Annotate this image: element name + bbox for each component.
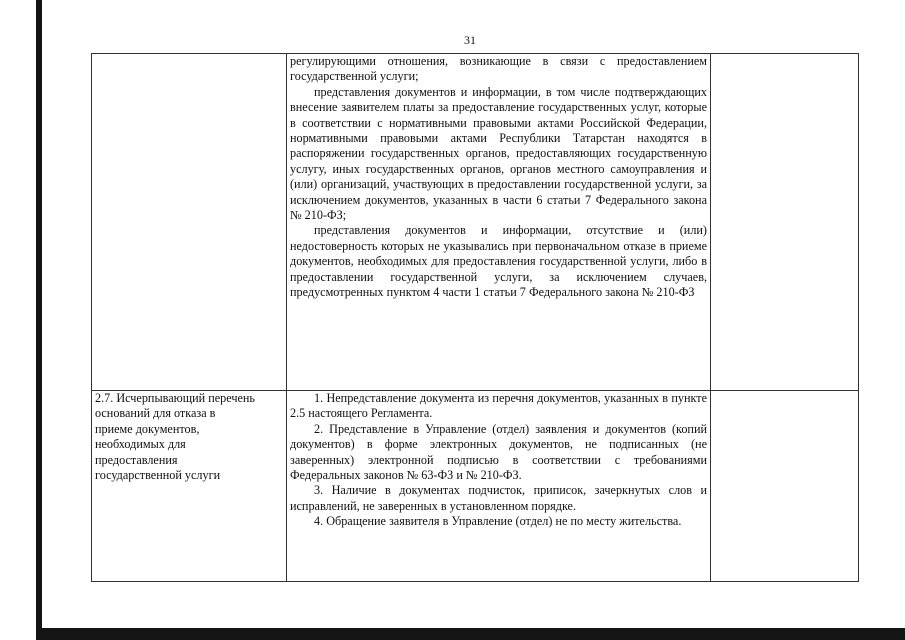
- row1-paragraph: представления документов и информации, в том числе подтверждающих внесение заявителем платы за предоставление государственных услуг, которые в соответствии с нормативными правовыми актами Российской Федерации, нормативными правовыми актами Республики Татарстан находятся в распоряжении государственных органов, предоставляющих государственную услугу, иных государственных органов, органов местного самоуправления и (или) организаций, участвующих в предоставлении государственной услуги, за исключением документов, указанных в части 6 статьи 7 Федерального закона № 210-ФЗ;: [290, 84, 707, 223]
- scan-edge-left: [36, 0, 42, 640]
- row2-heading-line: необходимых для: [95, 437, 186, 452]
- row2-heading-line: государственной услуги: [95, 468, 221, 483]
- row2-heading-line: приеме документов,: [95, 421, 200, 436]
- row1-content-cell: [287, 54, 711, 391]
- row2-paragraph: 3. Наличие в документах подчисток, приписок, зачеркнутых слов и исправлений, не заверенных в установленном порядке.: [290, 483, 707, 513]
- regulation-table: [91, 53, 859, 582]
- row2-paragraph: 1. Непредставление документа из перечня документов, указанных в пункте 2.5 настоящего Регламента.: [290, 391, 707, 421]
- row2-paragraph: 4. Обращение заявителя в Управление (отдел) не по месту жительства.: [314, 514, 682, 529]
- row1-paragraph: представления документов и информации, отсутствие и (или) недостоверность которых не указывались при первоначальном отказе в приеме документов, необходимых для предоставления государственной услуги, либо в предоставлении государственной услуги, за исключением случаев, предусмотренных пунктом 4 части 1 статьи 7 Федерального закона № 210-ФЗ: [290, 223, 707, 300]
- row2-heading-line: 2.7. Исчерпывающий перечень: [95, 391, 255, 405]
- row1-paragraph: регулирующими отношения, возникающие в связи с предоставлением государственной услуги;: [290, 54, 707, 84]
- row2-notes-cell: [711, 391, 859, 582]
- row2-heading-line: предоставления: [95, 452, 178, 467]
- page-number: 31: [464, 33, 476, 47]
- row1-heading-cell: [92, 54, 287, 391]
- row2-paragraph: 2. Представление в Управление (отдел) заявления и документов (копий документов) в форме электронных документов, не подписанных (не заверенных) электронной подписью в соответствии с требованиями Федеральных законов № 63-ФЗ и № 210-ФЗ.: [290, 421, 707, 483]
- table-row: [92, 391, 859, 582]
- row2-heading-line: оснований для отказа в: [95, 406, 216, 421]
- table-row: [92, 54, 859, 391]
- scan-edge-bottom: [36, 628, 905, 640]
- row2-heading-cell: [92, 391, 287, 582]
- row2-content-cell: [287, 391, 711, 582]
- row1-notes-cell: [711, 54, 859, 391]
